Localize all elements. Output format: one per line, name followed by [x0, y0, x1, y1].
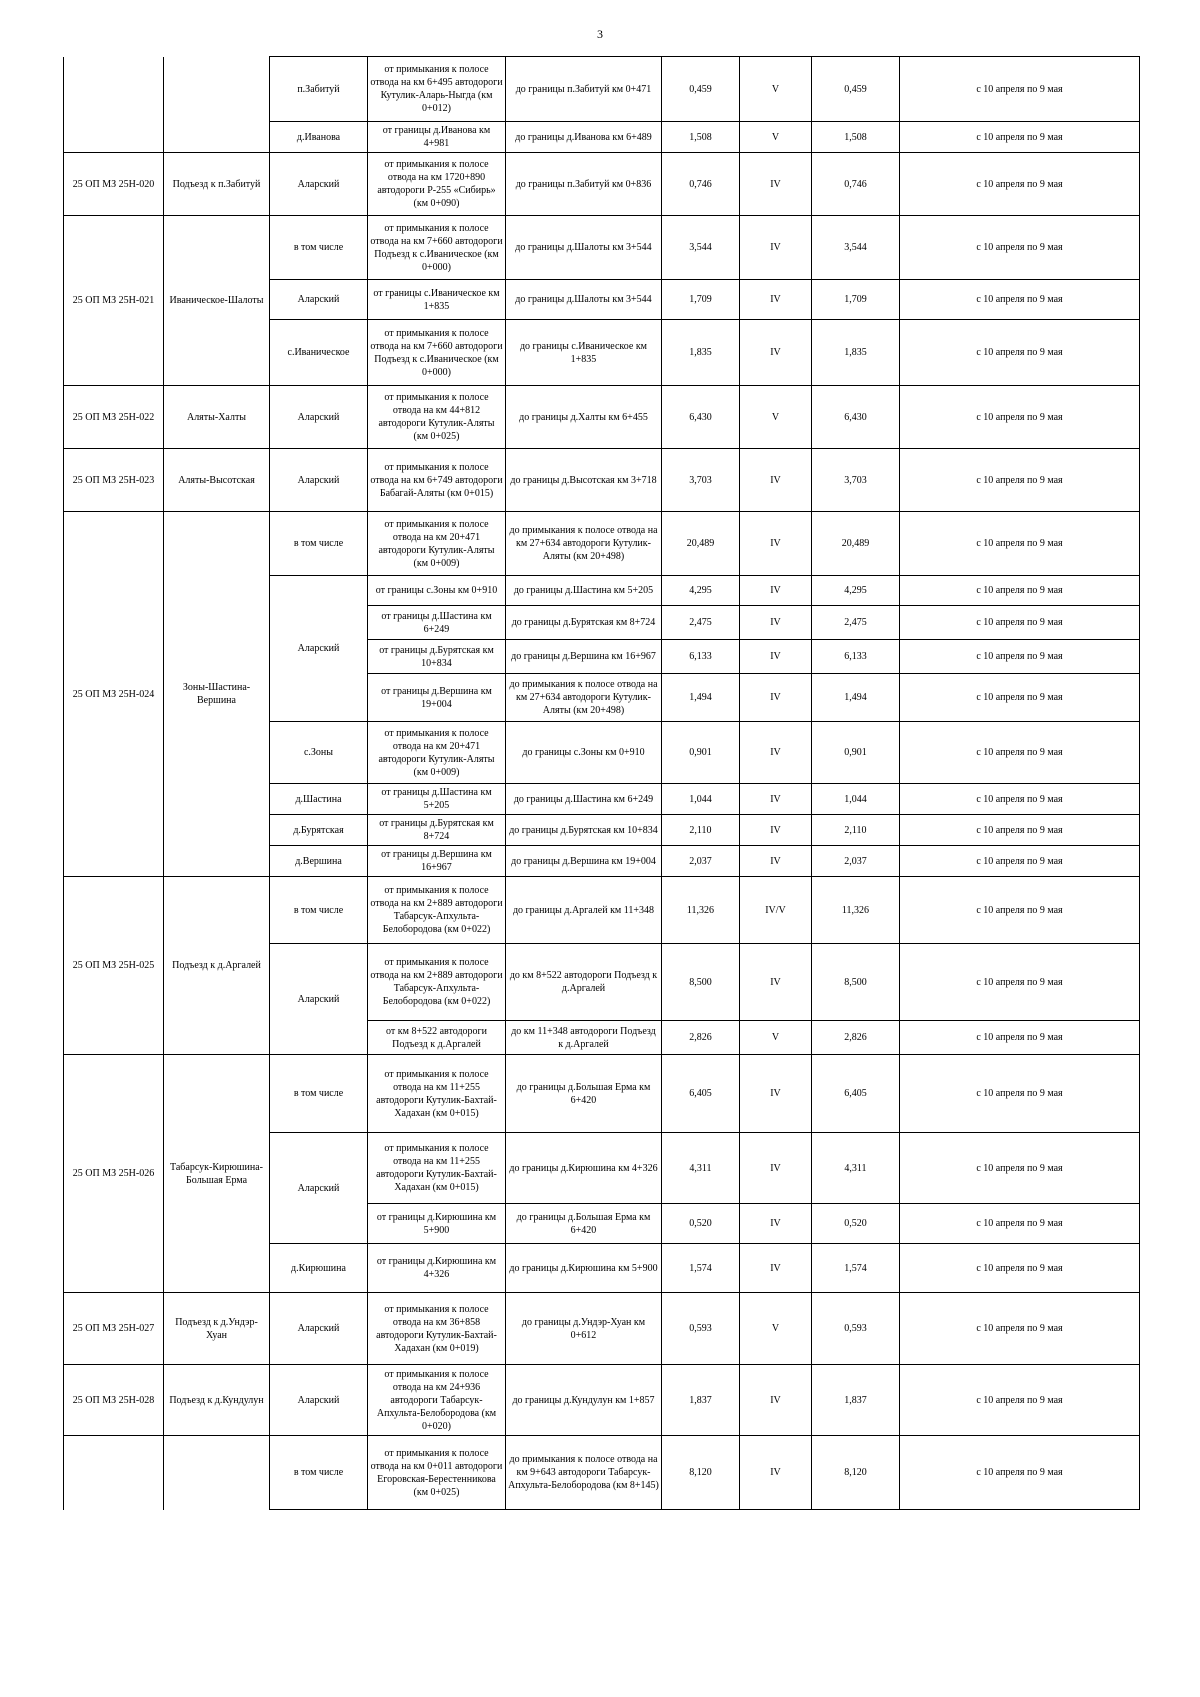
category-cell: IV [740, 944, 812, 1021]
season-cell: с 10 апреля по 9 мая [900, 815, 1140, 846]
to-cell: до границы п.Забитуй км 0+836 [506, 153, 662, 216]
category-cell: V [740, 1293, 812, 1365]
road-id: 25 ОП МЗ 25Н-020 [64, 153, 164, 216]
area-cell: в том числе [270, 1436, 368, 1510]
season-cell: с 10 апреля по 9 мая [900, 944, 1140, 1021]
length-limited-cell: 1,044 [812, 784, 900, 815]
to-cell: до границы п.Забитуй км 0+471 [506, 57, 662, 122]
from-cell: от примыкания к полосе отвода на км 7+660 автодороги Подъезд к с.Иваническое (км 0+000) [368, 320, 506, 386]
from-cell: от примыкания к полосе отвода на км 20+471 автодороги Кутулик-Аляты (км 0+009) [368, 722, 506, 784]
length-limited-cell: 4,311 [812, 1133, 900, 1204]
from-cell: от примыкания к полосе отвода на км 44+812 автодороги Кутулик-Аляты (км 0+025) [368, 386, 506, 449]
length-limited-cell: 1,574 [812, 1244, 900, 1293]
length-limited-cell: 20,489 [812, 512, 900, 576]
season-cell: с 10 апреля по 9 мая [900, 1204, 1140, 1244]
to-cell: до км 8+522 автодороги Подъезд к д.Аргалей [506, 944, 662, 1021]
to-cell: до границы д.Большая Ерма км 6+420 [506, 1055, 662, 1133]
length-cell: 2,110 [662, 815, 740, 846]
area-cell: Аларский [270, 280, 368, 320]
category-cell: IV/V [740, 877, 812, 944]
category-cell: IV [740, 784, 812, 815]
area-cell: д.Бурятская [270, 815, 368, 846]
area-cell: п.Забитуй [270, 57, 368, 122]
road-id: 25 ОП МЗ 25Н-026 [64, 1055, 164, 1293]
category-cell: IV [740, 1133, 812, 1204]
to-cell: до границы с.Иваническое км 1+835 [506, 320, 662, 386]
from-cell: от примыкания к полосе отвода на км 2+889 автодороги Табарсук-Апхульта-Белобородова (км 0+022) [368, 944, 506, 1021]
area-cell: д.Вершина [270, 846, 368, 877]
area-cell: в том числе [270, 877, 368, 944]
season-cell: с 10 апреля по 9 мая [900, 153, 1140, 216]
length-cell: 1,837 [662, 1365, 740, 1436]
length-cell: 1,494 [662, 674, 740, 722]
to-cell: до границы д.Кирюшина км 4+326 [506, 1133, 662, 1204]
road-name: Зоны-Шастина-Вершина [164, 512, 270, 877]
category-cell: V [740, 122, 812, 153]
length-limited-cell: 0,593 [812, 1293, 900, 1365]
road-id: 25 ОП МЗ 25Н-021 [64, 216, 164, 386]
to-cell: до границы д.Кирюшина км 5+900 [506, 1244, 662, 1293]
length-cell: 8,500 [662, 944, 740, 1021]
road-name: Подъезд к д.Ундэр-Хуан [164, 1293, 270, 1365]
from-cell: от границы д.Вершина км 16+967 [368, 846, 506, 877]
length-cell: 4,295 [662, 576, 740, 606]
season-cell: с 10 апреля по 9 мая [900, 449, 1140, 512]
length-cell: 0,746 [662, 153, 740, 216]
length-cell: 6,405 [662, 1055, 740, 1133]
to-cell: до границы д.Иванова км 6+489 [506, 122, 662, 153]
category-cell: IV [740, 1436, 812, 1510]
to-cell: до примыкания к полосе отвода на км 9+643 автодороги Табарсук-Апхульта-Белобородова (км 8+145) [506, 1436, 662, 1510]
from-cell: от примыкания к полосе отвода на км 24+936 автодороги Табарсук-Апхульта-Белобородова (км 0+020) [368, 1365, 506, 1436]
area-cell: в том числе [270, 512, 368, 576]
roads-table [63, 56, 1140, 1510]
from-cell: от границы д.Иванова км 4+981 [368, 122, 506, 153]
from-cell: от примыкания к полосе отвода на км 11+255 автодороги Кутулик-Бахтай-Хадахан (км 0+015) [368, 1055, 506, 1133]
length-cell: 4,311 [662, 1133, 740, 1204]
from-cell: от примыкания к полосе отвода на км 0+011 автодороги Егоровская-Берестенникова (км 0+025) [368, 1436, 506, 1510]
length-cell: 1,044 [662, 784, 740, 815]
length-cell: 1,835 [662, 320, 740, 386]
from-cell: от границы с.Зоны км 0+910 [368, 576, 506, 606]
road-id: 25 ОП МЗ 25Н-022 [64, 386, 164, 449]
length-cell: 2,475 [662, 606, 740, 640]
length-limited-cell: 8,120 [812, 1436, 900, 1510]
area-cell: с.Иваническое [270, 320, 368, 386]
season-cell: с 10 апреля по 9 мая [900, 640, 1140, 674]
from-cell: от границы д.Кирюшина км 4+326 [368, 1244, 506, 1293]
category-cell: IV [740, 674, 812, 722]
area-cell: в том числе [270, 216, 368, 280]
category-cell: IV [740, 722, 812, 784]
area-cell: Аларский [270, 449, 368, 512]
from-cell: от границы д.Шастина км 6+249 [368, 606, 506, 640]
length-cell: 3,703 [662, 449, 740, 512]
from-cell: от границы д.Шастина км 5+205 [368, 784, 506, 815]
length-limited-cell: 11,326 [812, 877, 900, 944]
to-cell: до границы д.Вершина км 19+004 [506, 846, 662, 877]
season-cell: с 10 апреля по 9 мая [900, 576, 1140, 606]
from-cell: от границы д.Бурятская км 8+724 [368, 815, 506, 846]
table-row [64, 1436, 1140, 1510]
category-cell: V [740, 1021, 812, 1055]
area-cell: Аларский [270, 1365, 368, 1436]
season-cell: с 10 апреля по 9 мая [900, 877, 1140, 944]
to-cell: до границы д.Шалоты км 3+544 [506, 280, 662, 320]
from-cell: от примыкания к полосе отвода на км 6+749 автодороги Бабагай-Аляты (км 0+015) [368, 449, 506, 512]
area-cell: Аларский [270, 1293, 368, 1365]
from-cell: от примыкания к полосе отвода на км 1720+890 автодороги Р-255 «Сибирь» (км 0+090) [368, 153, 506, 216]
road-name: Аляты-Высотская [164, 449, 270, 512]
season-cell: с 10 апреля по 9 мая [900, 57, 1140, 122]
season-cell: с 10 апреля по 9 мая [900, 1021, 1140, 1055]
to-cell: до границы д.Шастина км 5+205 [506, 576, 662, 606]
from-cell: от примыкания к полосе отвода на км 2+889 автодороги Табарсук-Апхульта-Белобородова (км 0+022) [368, 877, 506, 944]
road-id: 25 ОП МЗ 25Н-028 [64, 1365, 164, 1436]
to-cell: до границы д.Большая Ерма км 6+420 [506, 1204, 662, 1244]
category-cell: IV [740, 1204, 812, 1244]
season-cell: с 10 апреля по 9 мая [900, 216, 1140, 280]
table-row [64, 449, 1140, 512]
length-cell: 0,901 [662, 722, 740, 784]
length-limited-cell: 0,520 [812, 1204, 900, 1244]
season-cell: с 10 апреля по 9 мая [900, 386, 1140, 449]
season-cell: с 10 апреля по 9 мая [900, 1365, 1140, 1436]
from-cell: от границы д.Вершина км 19+004 [368, 674, 506, 722]
season-cell: с 10 апреля по 9 мая [900, 674, 1140, 722]
from-cell: от примыкания к полосе отвода на км 36+858 автодороги Кутулик-Бахтай-Хадахан (км 0+019) [368, 1293, 506, 1365]
to-cell: до примыкания к полосе отвода на км 27+634 автодороги Кутулик-Аляты (км 20+498) [506, 674, 662, 722]
category-cell: IV [740, 1055, 812, 1133]
length-limited-cell: 0,459 [812, 57, 900, 122]
to-cell: до границы д.Кундулун км 1+857 [506, 1365, 662, 1436]
area-cell: д.Иванова [270, 122, 368, 153]
road-name: Подъезд к д.Аргалей [164, 877, 270, 1055]
from-cell: от границы д.Кирюшина км 5+900 [368, 1204, 506, 1244]
length-limited-cell: 1,709 [812, 280, 900, 320]
table-row [64, 512, 1140, 576]
length-limited-cell: 1,508 [812, 122, 900, 153]
category-cell: IV [740, 815, 812, 846]
length-limited-cell: 2,475 [812, 606, 900, 640]
length-limited-cell: 6,133 [812, 640, 900, 674]
length-cell: 1,574 [662, 1244, 740, 1293]
season-cell: с 10 апреля по 9 мая [900, 280, 1140, 320]
length-cell: 1,709 [662, 280, 740, 320]
category-cell: IV [740, 280, 812, 320]
road-id: 25 ОП МЗ 25Н-027 [64, 1293, 164, 1365]
category-cell: IV [740, 216, 812, 280]
length-cell: 20,489 [662, 512, 740, 576]
season-cell: с 10 апреля по 9 мая [900, 784, 1140, 815]
season-cell: с 10 апреля по 9 мая [900, 846, 1140, 877]
table-row [64, 1293, 1140, 1365]
length-cell: 0,593 [662, 1293, 740, 1365]
to-cell: до границы д.Бурятская км 8+724 [506, 606, 662, 640]
to-cell: до границы д.Ундэр-Хуан км 0+612 [506, 1293, 662, 1365]
area-cell: д.Кирюшина [270, 1244, 368, 1293]
table-row [64, 57, 1140, 122]
category-cell: IV [740, 576, 812, 606]
length-limited-cell: 3,544 [812, 216, 900, 280]
category-cell: IV [740, 1365, 812, 1436]
table-row [64, 386, 1140, 449]
from-cell: от границы с.Иваническое км 1+835 [368, 280, 506, 320]
length-limited-cell: 2,037 [812, 846, 900, 877]
season-cell: с 10 апреля по 9 мая [900, 122, 1140, 153]
table-row [64, 1365, 1140, 1436]
category-cell: V [740, 57, 812, 122]
from-cell: от примыкания к полосе отвода на км 7+660 автодороги Подъезд к с.Иваническое (км 0+000) [368, 216, 506, 280]
from-cell: от км 8+522 автодороги Подъезд к д.Аргалей [368, 1021, 506, 1055]
road-name: Подъезд к п.Забитуй [164, 153, 270, 216]
area-cell: Аларский [270, 1133, 368, 1244]
to-cell: до границы д.Шастина км 6+249 [506, 784, 662, 815]
road-name: Подъезд к д.Кундулун [164, 1365, 270, 1436]
length-cell: 1,508 [662, 122, 740, 153]
from-cell: от границы д.Бурятская км 10+834 [368, 640, 506, 674]
length-cell: 8,120 [662, 1436, 740, 1510]
road-id: 25 ОП МЗ 25Н-025 [64, 877, 164, 1055]
season-cell: с 10 апреля по 9 мая [900, 1436, 1140, 1510]
length-limited-cell: 0,901 [812, 722, 900, 784]
table-row [64, 1055, 1140, 1133]
length-cell: 0,520 [662, 1204, 740, 1244]
season-cell: с 10 апреля по 9 мая [900, 1244, 1140, 1293]
table-row [64, 216, 1140, 280]
from-cell: от примыкания к полосе отвода на км 20+471 автодороги Кутулик-Аляты (км 0+009) [368, 512, 506, 576]
area-cell: Аларский [270, 576, 368, 722]
road-name [164, 57, 270, 153]
season-cell: с 10 апреля по 9 мая [900, 512, 1140, 576]
length-limited-cell: 2,110 [812, 815, 900, 846]
area-cell: с.Зоны [270, 722, 368, 784]
road-id [64, 1436, 164, 1510]
road-id [64, 57, 164, 153]
road-name: Аляты-Халты [164, 386, 270, 449]
road-id: 25 ОП МЗ 25Н-024 [64, 512, 164, 877]
area-cell: в том числе [270, 1055, 368, 1133]
category-cell: IV [740, 153, 812, 216]
length-limited-cell: 6,405 [812, 1055, 900, 1133]
length-cell: 6,133 [662, 640, 740, 674]
area-cell: Аларский [270, 386, 368, 449]
area-cell: Аларский [270, 944, 368, 1055]
length-cell: 11,326 [662, 877, 740, 944]
to-cell: до границы д.Шалоты км 3+544 [506, 216, 662, 280]
length-cell: 2,826 [662, 1021, 740, 1055]
length-cell: 0,459 [662, 57, 740, 122]
to-cell: до границы д.Вершина км 16+967 [506, 640, 662, 674]
length-limited-cell: 1,494 [812, 674, 900, 722]
table-row [64, 877, 1140, 944]
category-cell: V [740, 386, 812, 449]
season-cell: с 10 апреля по 9 мая [900, 606, 1140, 640]
length-limited-cell: 0,746 [812, 153, 900, 216]
road-name [164, 1436, 270, 1510]
to-cell: до км 11+348 автодороги Подъезд к д.Аргалей [506, 1021, 662, 1055]
table-row [64, 153, 1140, 216]
length-limited-cell: 4,295 [812, 576, 900, 606]
category-cell: IV [740, 640, 812, 674]
to-cell: до примыкания к полосе отвода на км 27+634 автодороги Кутулик-Аляты (км 20+498) [506, 512, 662, 576]
category-cell: IV [740, 320, 812, 386]
to-cell: до границы с.Зоны км 0+910 [506, 722, 662, 784]
road-name: Иваническое-Шалоты [164, 216, 270, 386]
category-cell: IV [740, 449, 812, 512]
length-cell: 3,544 [662, 216, 740, 280]
season-cell: с 10 апреля по 9 мая [900, 1293, 1140, 1365]
season-cell: с 10 апреля по 9 мая [900, 722, 1140, 784]
category-cell: IV [740, 606, 812, 640]
length-limited-cell: 8,500 [812, 944, 900, 1021]
to-cell: до границы д.Халты км 6+455 [506, 386, 662, 449]
season-cell: с 10 апреля по 9 мая [900, 320, 1140, 386]
length-limited-cell: 3,703 [812, 449, 900, 512]
category-cell: IV [740, 1244, 812, 1293]
season-cell: с 10 апреля по 9 мая [900, 1133, 1140, 1204]
from-cell: от примыкания к полосе отвода на км 11+255 автодороги Кутулик-Бахтай-Хадахан (км 0+015) [368, 1133, 506, 1204]
road-name: Табарсук-Кирюшина-Большая Ерма [164, 1055, 270, 1293]
to-cell: до границы д.Аргалей км 11+348 [506, 877, 662, 944]
length-limited-cell: 6,430 [812, 386, 900, 449]
page-number: 3 [597, 27, 603, 41]
to-cell: до границы д.Бурятская км 10+834 [506, 815, 662, 846]
from-cell: от примыкания к полосе отвода на км 6+495 автодороги Кутулик-Аларь-Ныгда (км 0+012) [368, 57, 506, 122]
to-cell: до границы д.Высотская км 3+718 [506, 449, 662, 512]
road-id: 25 ОП МЗ 25Н-023 [64, 449, 164, 512]
length-cell: 6,430 [662, 386, 740, 449]
season-cell: с 10 апреля по 9 мая [900, 1055, 1140, 1133]
category-cell: IV [740, 512, 812, 576]
length-limited-cell: 1,835 [812, 320, 900, 386]
length-limited-cell: 2,826 [812, 1021, 900, 1055]
category-cell: IV [740, 846, 812, 877]
length-cell: 2,037 [662, 846, 740, 877]
length-limited-cell: 1,837 [812, 1365, 900, 1436]
area-cell: Аларский [270, 153, 368, 216]
area-cell: д.Шастина [270, 784, 368, 815]
